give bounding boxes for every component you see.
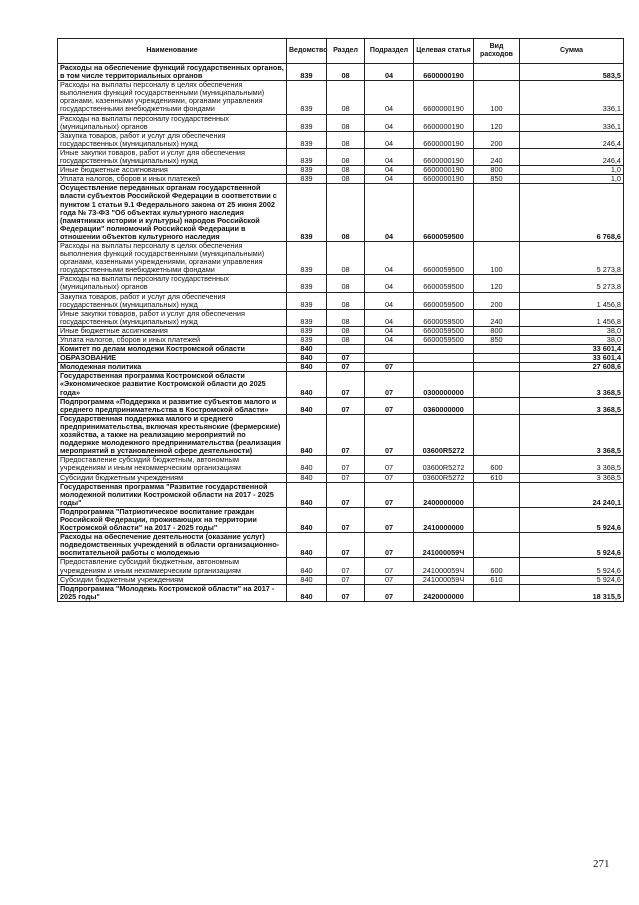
table-row (58, 372, 624, 397)
cell-exptype: 200 (474, 292, 520, 309)
cell-exptype: 240 (474, 309, 520, 326)
cell-section: 08 (327, 336, 365, 345)
table-row (58, 575, 624, 584)
cell-section: 08 (327, 309, 365, 326)
cell-name: Закупка товаров, работ и услуг для обеспечения государственных (муниципальных) нужд (58, 131, 287, 148)
table-row (58, 131, 624, 148)
cell-exptype: 600 (474, 558, 520, 575)
table-row (58, 184, 624, 242)
cell-name: Государственная программа "Развитие государственной молодежной политики Костромской области на 2017 - 2025 годы" (58, 482, 287, 507)
cell-section: 07 (327, 507, 365, 532)
cell-section: 07 (327, 575, 365, 584)
cell-target: 6600000190 (414, 148, 474, 165)
cell-dept: 840 (287, 363, 327, 372)
table-row (58, 533, 624, 558)
col-header-section: Раздел (327, 39, 365, 64)
cell-exptype: 800 (474, 166, 520, 175)
cell-exptype (474, 533, 520, 558)
cell-subsection: 07 (365, 397, 414, 414)
cell-dept: 839 (287, 166, 327, 175)
cell-name: Подпрограмма "Молодежь Костромской области" на 2017 - 2025 годы" (58, 584, 287, 601)
col-header-sum: Сумма (520, 39, 624, 64)
cell-section: 08 (327, 166, 365, 175)
cell-subsection: 07 (365, 558, 414, 575)
cell-sum: 5 273,8 (520, 275, 624, 292)
cell-dept: 839 (287, 292, 327, 309)
cell-dept: 839 (287, 241, 327, 274)
cell-dept: 840 (287, 414, 327, 455)
table-row (58, 64, 624, 81)
cell-sum: 3 368,5 (520, 414, 624, 455)
cell-subsection: 07 (365, 584, 414, 601)
cell-name: Подпрограмма «Поддержка и развитие субъектов малого и среднего предпринимательства в Костромской области» (58, 397, 287, 414)
table-row (58, 397, 624, 414)
cell-exptype (474, 363, 520, 372)
cell-dept: 839 (287, 336, 327, 345)
table-row (58, 456, 624, 473)
cell-subsection (365, 345, 414, 354)
cell-section: 07 (327, 584, 365, 601)
cell-dept: 839 (287, 131, 327, 148)
cell-dept: 839 (287, 81, 327, 114)
cell-dept: 840 (287, 558, 327, 575)
cell-target: 6600059500 (414, 309, 474, 326)
cell-exptype (474, 584, 520, 601)
cell-exptype: 100 (474, 241, 520, 274)
cell-exptype: 200 (474, 131, 520, 148)
cell-subsection: 07 (365, 533, 414, 558)
cell-exptype (474, 507, 520, 532)
cell-dept: 840 (287, 397, 327, 414)
cell-exptype: 100 (474, 81, 520, 114)
cell-subsection: 07 (365, 482, 414, 507)
cell-section: 07 (327, 473, 365, 482)
cell-dept: 839 (287, 275, 327, 292)
cell-name: Уплата налогов, сборов и иных платежей (58, 336, 287, 345)
cell-dept: 840 (287, 456, 327, 473)
cell-name: Государственная поддержка малого и среднего предпринимательства, включая крестьянские (фермерские) хозяйства, а также на реализацию мероприятий по поддержке молодежного предпринимательства (реализация мероприятий в установленной сфере деятельности) (58, 414, 287, 455)
cell-target: 241000059Ч (414, 533, 474, 558)
cell-name: Расходы на обеспечение деятельности (оказание услуг) подведомственных учреждений в области организационно-воспитательной работы с молодежью (58, 533, 287, 558)
cell-name: Уплата налогов, сборов и иных платежей (58, 175, 287, 184)
cell-sum: 38,0 (520, 336, 624, 345)
cell-target: 6600059500 (414, 336, 474, 345)
cell-name: Осуществление переданных органам государственной власти субъектов Российской Федерации в соответствии с пунктом 1 статьи 9.1 Федерального закона от 25 июня 2002 года № 73-ФЗ "Об объектах культурного наследия (памятниках истории и культуры) народов Российской Федерации" полномочий Российской Федерации в отношении объектов культурного наследия (58, 184, 287, 242)
cell-target: 2410000000 (414, 507, 474, 532)
cell-sum: 246,4 (520, 131, 624, 148)
col-header-target: Целевая статья (414, 39, 474, 64)
cell-name: Расходы на выплаты персоналу государственных (муниципальных) органов (58, 275, 287, 292)
cell-exptype: 600 (474, 456, 520, 473)
cell-dept: 839 (287, 114, 327, 131)
cell-subsection: 04 (365, 241, 414, 274)
cell-section: 07 (327, 354, 365, 363)
cell-name: Расходы на выплаты персоналу в целях обеспечения выполнения функций государственными (муниципальными) органами, казенными учреждениями, органами управления государственными внебюджетными фондами (58, 241, 287, 274)
cell-section: 08 (327, 275, 365, 292)
cell-dept: 840 (287, 345, 327, 354)
cell-target: 03600R5272 (414, 414, 474, 455)
cell-dept: 840 (287, 533, 327, 558)
cell-dept: 839 (287, 175, 327, 184)
cell-section: 07 (327, 482, 365, 507)
cell-section: 08 (327, 131, 365, 148)
table-row (58, 81, 624, 114)
cell-target (414, 354, 474, 363)
cell-exptype: 240 (474, 148, 520, 165)
cell-name: Субсидии бюджетным учреждениям (58, 473, 287, 482)
cell-dept: 839 (287, 326, 327, 335)
table-row (58, 292, 624, 309)
cell-section: 08 (327, 64, 365, 81)
cell-subsection: 04 (365, 166, 414, 175)
cell-target: 0300000000 (414, 372, 474, 397)
cell-subsection: 04 (365, 336, 414, 345)
cell-name: Расходы на выплаты персоналу государственных (муниципальных) органов (58, 114, 287, 131)
cell-name: Государственная программа Костромской области «Экономическое развитие Костромской области до 2025 года» (58, 372, 287, 397)
cell-name: Молодежная политика (58, 363, 287, 372)
cell-target: 6600059500 (414, 292, 474, 309)
col-header-subsection: Подраздел (365, 39, 414, 64)
table-row (58, 114, 624, 131)
cell-subsection: 07 (365, 456, 414, 473)
cell-sum: 3 368,5 (520, 456, 624, 473)
table-row (58, 148, 624, 165)
cell-target: 6600059500 (414, 184, 474, 242)
cell-exptype: 610 (474, 575, 520, 584)
cell-sum: 33 601,4 (520, 354, 624, 363)
cell-section: 07 (327, 558, 365, 575)
cell-subsection: 04 (365, 81, 414, 114)
cell-section: 08 (327, 326, 365, 335)
cell-section: 07 (327, 397, 365, 414)
cell-exptype (474, 414, 520, 455)
cell-subsection: 04 (365, 326, 414, 335)
cell-exptype: 120 (474, 275, 520, 292)
cell-subsection: 04 (365, 309, 414, 326)
cell-exptype (474, 354, 520, 363)
cell-sum: 18 315,5 (520, 584, 624, 601)
cell-exptype: 850 (474, 336, 520, 345)
cell-subsection: 07 (365, 363, 414, 372)
cell-dept: 840 (287, 372, 327, 397)
cell-exptype: 610 (474, 473, 520, 482)
cell-dept: 840 (287, 473, 327, 482)
cell-subsection: 07 (365, 473, 414, 482)
cell-sum: 3 368,5 (520, 372, 624, 397)
cell-sum: 6 768,6 (520, 184, 624, 242)
cell-name: Закупка товаров, работ и услуг для обеспечения государственных (муниципальных) нужд (58, 292, 287, 309)
cell-sum: 27 608,6 (520, 363, 624, 372)
cell-name: Иные бюджетные ассигнования (58, 326, 287, 335)
table-row (58, 414, 624, 455)
cell-dept: 839 (287, 148, 327, 165)
cell-subsection: 04 (365, 148, 414, 165)
cell-target: 241000059Ч (414, 575, 474, 584)
cell-section: 08 (327, 148, 365, 165)
cell-exptype (474, 345, 520, 354)
col-header-name: Наименование (58, 39, 287, 64)
cell-exptype (474, 397, 520, 414)
cell-exptype (474, 184, 520, 242)
cell-target: 6600000190 (414, 131, 474, 148)
table-row (58, 482, 624, 507)
cell-name: Расходы на обеспечение функций государственных органов, в том числе территориальных органов (58, 64, 287, 81)
cell-exptype (474, 64, 520, 81)
cell-target: 241000059Ч (414, 558, 474, 575)
cell-sum: 246,4 (520, 148, 624, 165)
cell-dept: 840 (287, 354, 327, 363)
cell-name: ОБРАЗОВАНИЕ (58, 354, 287, 363)
cell-sum: 5 273,8 (520, 241, 624, 274)
cell-target: 6600059500 (414, 275, 474, 292)
cell-target: 03600R5272 (414, 473, 474, 482)
cell-exptype: 850 (474, 175, 520, 184)
cell-sum: 1 456,8 (520, 292, 624, 309)
cell-target (414, 363, 474, 372)
cell-subsection: 04 (365, 114, 414, 131)
cell-sum: 5 924,6 (520, 533, 624, 558)
table-row (58, 241, 624, 274)
cell-dept: 840 (287, 507, 327, 532)
cell-subsection: 07 (365, 372, 414, 397)
cell-subsection: 07 (365, 507, 414, 532)
cell-sum: 38,0 (520, 326, 624, 335)
cell-sum: 3 368,5 (520, 473, 624, 482)
table-header-row (58, 39, 624, 64)
cell-name: Предоставление субсидий бюджетным, автономным учреждениям и иным некоммерческим организациям (58, 558, 287, 575)
cell-dept: 839 (287, 64, 327, 81)
cell-subsection: 04 (365, 175, 414, 184)
cell-dept: 839 (287, 184, 327, 242)
cell-section: 08 (327, 175, 365, 184)
cell-dept: 840 (287, 482, 327, 507)
table-row (58, 309, 624, 326)
page-number: 271 (593, 858, 610, 870)
cell-dept: 840 (287, 584, 327, 601)
cell-sum: 5 924,6 (520, 507, 624, 532)
cell-sum: 336,1 (520, 114, 624, 131)
cell-name: Предоставление субсидий бюджетным, автономным учреждениям и иным некоммерческим организациям (58, 456, 287, 473)
budget-table (57, 38, 624, 602)
cell-target: 6600059500 (414, 241, 474, 274)
cell-section: 07 (327, 414, 365, 455)
cell-section: 08 (327, 241, 365, 274)
cell-section: 08 (327, 292, 365, 309)
cell-name: Комитет по делам молодежи Костромской области (58, 345, 287, 354)
cell-subsection: 04 (365, 184, 414, 242)
cell-section: 07 (327, 363, 365, 372)
cell-subsection: 07 (365, 575, 414, 584)
cell-sum: 1,0 (520, 166, 624, 175)
table-row (58, 507, 624, 532)
cell-dept: 840 (287, 575, 327, 584)
table-body (58, 64, 624, 602)
cell-section: 08 (327, 81, 365, 114)
cell-section: 08 (327, 184, 365, 242)
cell-target: 2400000000 (414, 482, 474, 507)
cell-sum: 336,1 (520, 81, 624, 114)
cell-sum: 33 601,4 (520, 345, 624, 354)
table-row (58, 558, 624, 575)
cell-name: Подпрограмма "Патриотическое воспитание граждан Российской Федерации, проживающих на территории Костромской области" на 2017 - 2025 годы" (58, 507, 287, 532)
cell-sum: 1 456,8 (520, 309, 624, 326)
table-row (58, 275, 624, 292)
cell-name: Иные бюджетные ассигнования (58, 166, 287, 175)
cell-dept: 839 (287, 309, 327, 326)
cell-section: 07 (327, 533, 365, 558)
table-row (58, 473, 624, 482)
cell-target: 2420000000 (414, 584, 474, 601)
cell-target: 6600000190 (414, 166, 474, 175)
cell-exptype: 800 (474, 326, 520, 335)
cell-name: Иные закупки товаров, работ и услуг для обеспечения государственных (муниципальных) нужд (58, 309, 287, 326)
cell-subsection: 04 (365, 131, 414, 148)
cell-name: Расходы на выплаты персоналу в целях обеспечения выполнения функций государственными (муниципальными) органами, казенными учреждениями, органами управления государственными внебюджетными фондами (58, 81, 287, 114)
cell-target: 6600000190 (414, 81, 474, 114)
cell-name: Иные закупки товаров, работ и услуг для обеспечения государственных (муниципальных) нужд (58, 148, 287, 165)
cell-subsection: 07 (365, 414, 414, 455)
cell-subsection: 04 (365, 292, 414, 309)
cell-section: 08 (327, 114, 365, 131)
cell-sum: 5 924,6 (520, 558, 624, 575)
col-header-dept: Ведомство (287, 39, 327, 64)
cell-exptype (474, 372, 520, 397)
cell-target: 03600R5272 (414, 456, 474, 473)
cell-target: 6600000190 (414, 64, 474, 81)
cell-sum: 3 368,5 (520, 397, 624, 414)
cell-sum: 583,5 (520, 64, 624, 81)
cell-target: 6600000190 (414, 114, 474, 131)
table-row (58, 584, 624, 601)
cell-name: Субсидии бюджетным учреждениям (58, 575, 287, 584)
cell-sum: 24 240,1 (520, 482, 624, 507)
cell-exptype (474, 482, 520, 507)
cell-section: 07 (327, 372, 365, 397)
cell-exptype: 120 (474, 114, 520, 131)
cell-subsection: 04 (365, 64, 414, 81)
cell-subsection: 04 (365, 275, 414, 292)
cell-sum: 5 924,6 (520, 575, 624, 584)
cell-target (414, 345, 474, 354)
cell-section: 07 (327, 456, 365, 473)
cell-sum: 1,0 (520, 175, 624, 184)
cell-target: 6600000190 (414, 175, 474, 184)
col-header-exptype: Вид расходов (474, 39, 520, 64)
cell-target: 0360000000 (414, 397, 474, 414)
cell-target: 6600059500 (414, 326, 474, 335)
